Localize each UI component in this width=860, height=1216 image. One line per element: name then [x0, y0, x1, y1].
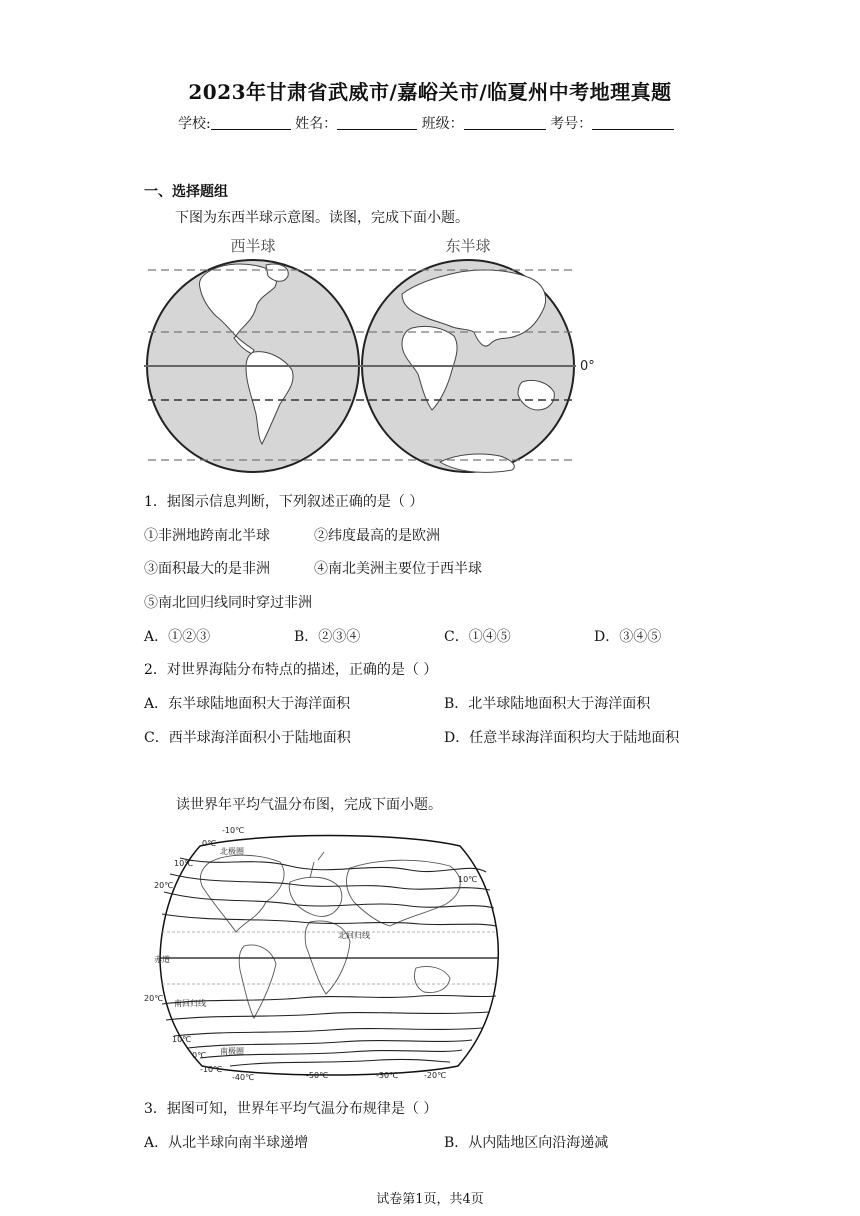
section-heading: 一、选择题组 — [144, 184, 228, 200]
label-20-left: 20℃ — [154, 881, 174, 890]
map-frame — [160, 836, 498, 1076]
label-20-left-south: 20℃ — [144, 994, 164, 1003]
intro-temperature-map: 读世界年平均气温分布图，完成下面小题。 — [176, 797, 442, 813]
exam-number-label: 考号： — [550, 116, 593, 132]
student-info-line — [178, 113, 674, 133]
hemispheres-map — [140, 232, 610, 482]
world-temperature-map — [140, 822, 520, 1084]
label-minus10-top: -10℃ — [222, 826, 245, 835]
label-10-left: 10℃ — [174, 859, 194, 868]
q2-option-a[interactable]: A．东半球陆地面积大于海洋面积 — [144, 696, 351, 712]
label-0-left-south: 0℃ — [192, 1051, 207, 1060]
school-label: 学校: — [178, 116, 211, 132]
q1-option-d[interactable]: D．③④⑤ — [594, 629, 662, 645]
label-minus30: -30℃ — [376, 1071, 399, 1080]
q3-option-a[interactable]: A．从北半球向南半球递增 — [144, 1135, 309, 1151]
intro-hemispheres: 下图为东西半球示意图。读图，完成下面小题。 — [175, 210, 469, 226]
name-blank[interactable] — [337, 115, 417, 130]
label-antarctic-circle: 南极圈 — [220, 1047, 244, 1056]
label-10-right: 10℃ — [458, 875, 478, 884]
q3-stem: 3．据图可知，世界年平均气温分布规律是（ ） — [144, 1101, 438, 1117]
q1-statement-2: ②纬度最高的是欧洲 — [314, 528, 440, 544]
east-hemisphere-label: 东半球 — [445, 237, 491, 255]
west-hemisphere-label: 西半球 — [230, 237, 276, 255]
label-minus40: -40℃ — [232, 1073, 255, 1082]
q1-statement-3: ③面积最大的是非洲 — [144, 561, 270, 577]
label-10-left-south: 10℃ — [172, 1035, 192, 1044]
exam-number-blank[interactable] — [592, 115, 674, 130]
q2-option-b[interactable]: B．北半球陆地面积大于海洋面积 — [444, 696, 651, 712]
label-tropic-cancer: 北回归线 — [338, 931, 370, 940]
class-blank[interactable] — [464, 115, 546, 130]
label-minus10-left-south: -10℃ — [200, 1065, 223, 1074]
equator-degree-label: 0° — [580, 359, 595, 374]
label-equator: 赤道 — [154, 955, 170, 964]
q2-option-d[interactable]: D．任意半球海洋面积均大于陆地面积 — [444, 730, 680, 746]
q1-stem: 1．据图示信息判断，下列叙述正确的是（ ） — [144, 494, 424, 510]
page-footer: 试卷第1页，共4页 — [376, 1192, 484, 1207]
q1-statement-4: ④南北美洲主要位于西半球 — [314, 561, 482, 577]
label-0-left: 0℃ — [202, 839, 217, 848]
q1-statement-1: ①非洲地跨南北半球 — [144, 528, 270, 544]
q1-option-c[interactable]: C．①④⑤ — [444, 629, 511, 645]
label-arctic-circle: 北极圈 — [220, 847, 244, 856]
label-minus50: -50℃ — [306, 1071, 329, 1080]
name-label: 姓名： — [295, 116, 338, 132]
q2-stem: 2．对世界海陆分布特点的描述，正确的是（ ） — [144, 662, 438, 678]
q1-option-a[interactable]: A．①②③ — [144, 629, 211, 645]
q3-option-b[interactable]: B．从内陆地区向沿海递减 — [444, 1135, 609, 1151]
class-label: 班级： — [421, 116, 464, 132]
q2-option-c[interactable]: C．西半球海洋面积小于陆地面积 — [144, 730, 351, 746]
q1-option-b[interactable]: B．②③④ — [294, 629, 361, 645]
exam-title: 2023年甘肃省武威市/嘉峪关市/临夏州中考地理真题 — [188, 80, 672, 104]
school-blank[interactable] — [211, 115, 291, 130]
label-minus20: -20℃ — [424, 1071, 447, 1080]
label-tropic-capricorn: 南回归线 — [174, 999, 206, 1008]
q1-statement-5: ⑤南北回归线同时穿过非洲 — [144, 595, 312, 611]
